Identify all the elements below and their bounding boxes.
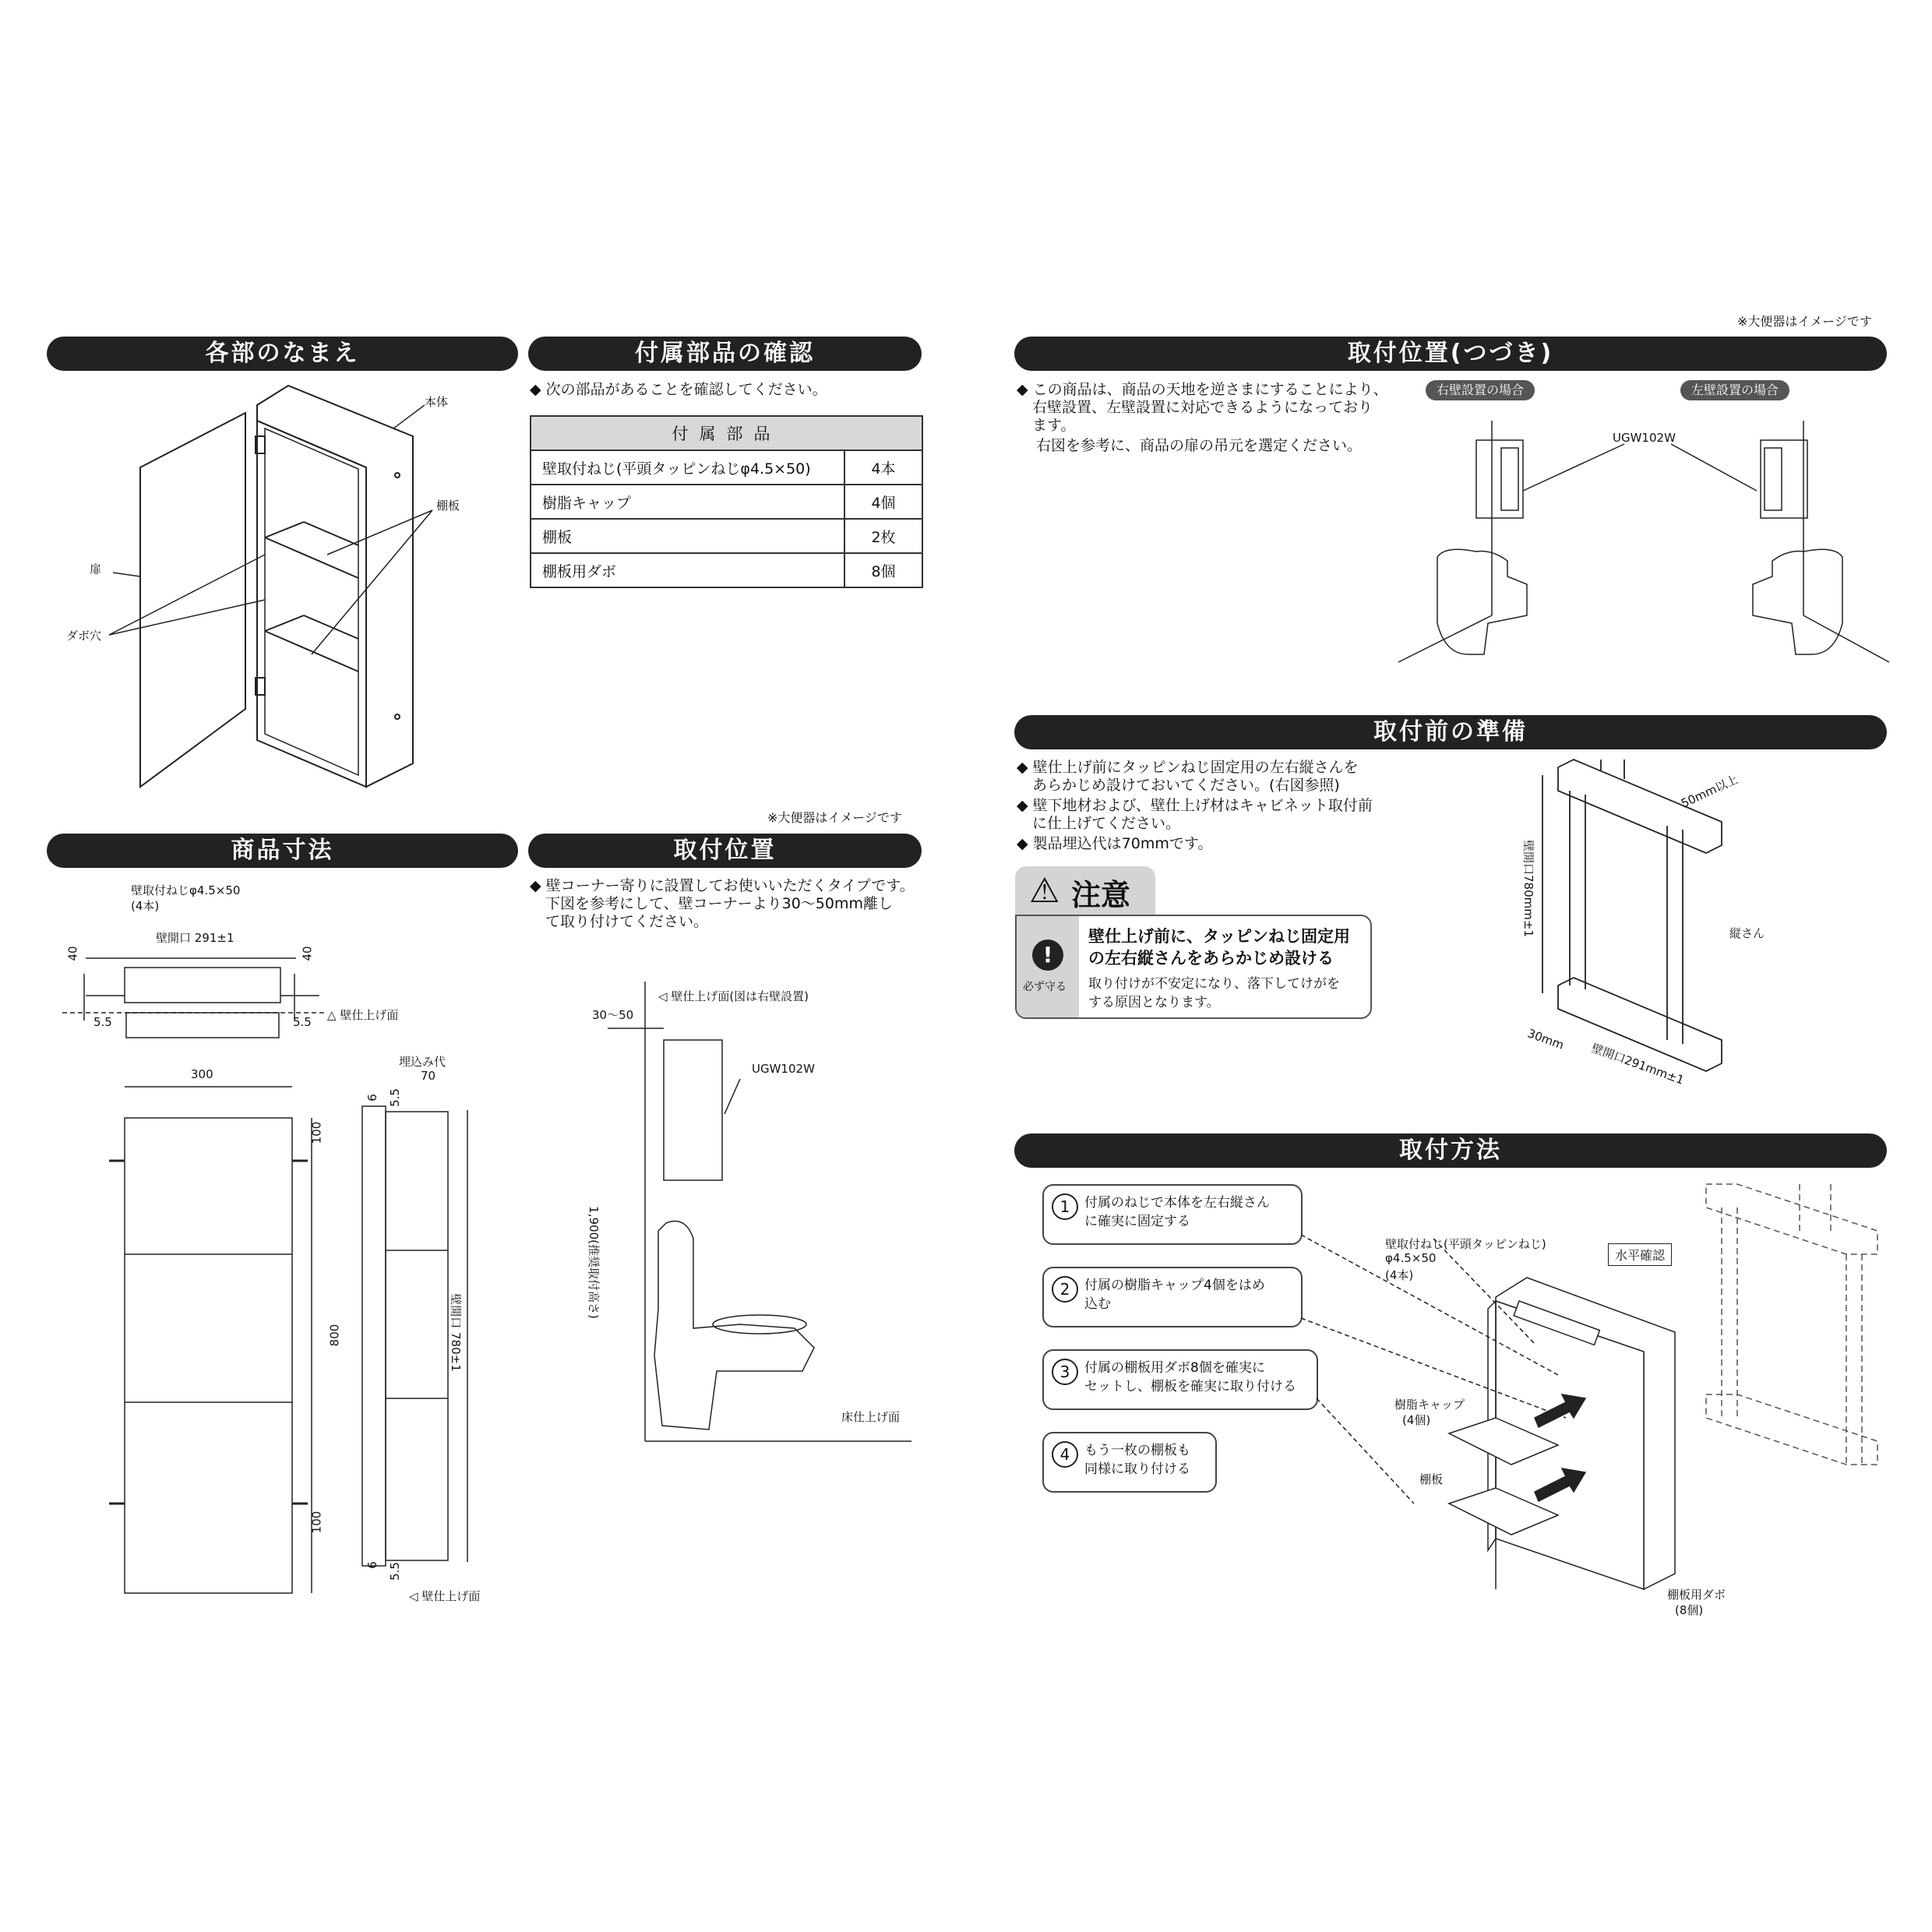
caution-bold-2: の左右縦さんをあらかじめ設ける <box>1088 949 1334 968</box>
method-shelf: 棚板 <box>1419 1472 1444 1486</box>
step-number: 1 <box>1052 1193 1078 1220</box>
part-name: 樹脂キャップ <box>531 485 844 519</box>
parts-note: ※大便器はイメージです <box>767 810 902 825</box>
dim-width: 300 <box>191 1067 213 1081</box>
step-4 <box>1042 1432 1217 1493</box>
dim-100a: 100 <box>309 1121 324 1144</box>
prep-dim-30: 30mm <box>1525 1026 1566 1052</box>
prep-bullet-2a: ◆ 壁下地材および、壁仕上げ材はキャビネット取付前 <box>1017 797 1373 814</box>
position-cont-text-2: 右壁設置、左壁設置に対応できるようになっており <box>1032 399 1373 416</box>
step-3 <box>1042 1349 1318 1410</box>
part-qty: 2枚 <box>844 519 922 553</box>
prep-dim-height: 壁開口780mm±1 <box>1521 840 1535 937</box>
prep-section-title: 取付前の準備 <box>1014 715 1887 749</box>
caution-tab <box>1015 866 1155 915</box>
position-height: 1,900(推奨取付高さ) <box>586 1206 601 1319</box>
step-2 <box>1042 1267 1303 1327</box>
position-text-2: 下図を参考にして、壁コーナーより30〜50mm離し <box>545 895 893 912</box>
top-note: ※大便器はイメージです <box>1737 314 1872 329</box>
part-qty: 4本 <box>844 450 922 485</box>
label-dowel-hole: ダボ穴 <box>66 629 102 643</box>
method-cap-1: 樹脂キャップ <box>1394 1398 1465 1412</box>
prep-bullet-2b: に仕上げてください。 <box>1032 815 1181 832</box>
dim-5.5a: 5.5 <box>93 1015 112 1029</box>
dim-40a: 40 <box>65 946 80 961</box>
dim-height: 800 <box>327 1324 342 1347</box>
part-qty: 4個 <box>844 485 922 519</box>
table-row <box>531 485 922 519</box>
method-screw-1: 壁取付ねじ(平頭タッピンねじ) <box>1385 1237 1546 1251</box>
part-qty: 8個 <box>844 553 922 587</box>
label-body: 本体 <box>425 395 449 409</box>
caution-text-1: 取り付けが不安定になり、落下してけがを <box>1088 976 1340 992</box>
top-view-drawing <box>62 935 343 1052</box>
step-text-3: 付属の棚板用ダボ8個を確実に セットし、棚板を確実に取り付ける <box>1084 1360 1296 1394</box>
position-cont-text-4: 右図を参考に、商品の扉の吊元を選定ください。 <box>1036 437 1363 454</box>
dim-opening-height: 壁開口 780±1 <box>448 1293 463 1372</box>
must-panel <box>1017 916 1079 1017</box>
front-view-drawing <box>101 1083 335 1597</box>
dim-embed-val: 70 <box>421 1069 436 1083</box>
dim-wall-finish: △ 壁仕上げ面 <box>327 1008 399 1022</box>
position-side-diagram <box>608 982 919 1449</box>
method-screw-3: (4本) <box>1385 1268 1414 1282</box>
warning-triangle-icon: ⚠ <box>1029 871 1060 911</box>
parts-table-header: 付属部品 <box>531 416 922 450</box>
table-row <box>531 553 922 587</box>
dim-screw-label: 壁取付ねじφ4.5×50 <box>131 883 241 897</box>
dim-40b: 40 <box>300 946 315 961</box>
part-name: 棚板 <box>531 519 844 553</box>
exclamation-icon: ! <box>1032 940 1063 971</box>
parts-intro: ◆ 次の部品があることを確認してください。 <box>530 381 827 398</box>
table-row <box>531 450 922 485</box>
prep-dim-width: 壁開口291mm±1 <box>1589 1041 1687 1088</box>
label-door: 扉 <box>90 562 102 576</box>
step-1 <box>1042 1184 1303 1245</box>
dim-embed: 埋込み代 <box>399 1055 446 1069</box>
method-dowel-2: (8個) <box>1675 1603 1704 1617</box>
position-section-title: 取付位置 <box>528 834 922 868</box>
dim-5.5b: 5.5 <box>293 1015 312 1029</box>
dimensions-section-title: 商品寸法 <box>47 834 518 868</box>
right-left-install-diagram <box>1398 421 1889 701</box>
step-text-4: もう一枚の棚板も 同様に取り付ける <box>1084 1443 1190 1477</box>
prep-dim-top: 50mm以上 <box>1679 772 1740 811</box>
left-wall-label: 左壁設置の場合 <box>1680 380 1789 400</box>
installation-diagram <box>1301 1184 1893 1605</box>
dim-opening-width: 壁開口 291±1 <box>156 931 234 945</box>
step-number: 3 <box>1052 1359 1078 1385</box>
dim-6top: 6 <box>365 1094 379 1102</box>
part-name: 壁取付ねじ(平頭タッピンねじφ4.5×50) <box>531 450 844 485</box>
position-text-3: て取り付けてください。 <box>545 913 709 930</box>
prep-bullet-1b: あらかじめ設けておいてください。(右図参照) <box>1032 777 1340 794</box>
dim-screw-count: (4本) <box>131 899 160 913</box>
side-view-drawing <box>358 1102 499 1585</box>
caution-bold-1: 壁仕上げ前に、タッピンねじ固定用 <box>1088 927 1350 946</box>
names-section-title: 各部のなまえ <box>47 337 518 371</box>
must-label: 必ず守る <box>1023 981 1066 993</box>
step-number: 2 <box>1052 1276 1078 1303</box>
part-name: 棚板用ダボ <box>531 553 844 587</box>
names-leader-lines <box>0 0 545 779</box>
prep-stud: 縦さん <box>1729 926 1765 940</box>
caution-box <box>1015 915 1372 1019</box>
caution-title: 注意 <box>1071 878 1131 912</box>
position-cont-text-3: ます。 <box>1032 417 1076 434</box>
dim-100b: 100 <box>309 1511 324 1534</box>
caution-text-2: する原因となります。 <box>1088 995 1220 1010</box>
step-number: 4 <box>1052 1441 1078 1468</box>
position-cont-section-title: 取付位置(つづき) <box>1014 337 1887 371</box>
method-dowel-1: 棚板用ダボ <box>1667 1588 1726 1602</box>
method-cap-2: (4個) <box>1402 1413 1431 1427</box>
prep-bullet-3: ◆ 製品埋込代は70mmです。 <box>1017 835 1213 852</box>
right-wall-label: 右壁設置の場合 <box>1426 380 1535 400</box>
method-section-title: 取付方法 <box>1014 1133 1887 1168</box>
position-gap: 30〜50 <box>592 1008 634 1022</box>
parts-table <box>530 415 923 588</box>
position-wall-label: ◁ 壁仕上げ面(図は右壁設置) <box>658 989 809 1003</box>
dim-6bot: 6 <box>365 1561 379 1569</box>
position-floor: 床仕上げ面 <box>841 1410 901 1424</box>
step-text-2: 付属の樹脂キャップ4個をはめ 込む <box>1084 1278 1265 1312</box>
label-shelf: 棚板 <box>436 499 460 513</box>
step-text-1: 付属のねじで本体を左右縦さん に確実に固定する <box>1084 1195 1270 1229</box>
dim-5.5top: 5.5 <box>387 1088 402 1107</box>
position-cont-model: UGW102W <box>1613 431 1676 445</box>
position-model: UGW102W <box>752 1062 815 1076</box>
method-screw-2: φ4.5×50 <box>1385 1251 1437 1265</box>
parts-section-title: 付属部品の確認 <box>528 337 922 371</box>
position-cont-text-1: ◆ この商品は、商品の天地を逆さまにすることにより、 <box>1017 381 1388 398</box>
position-text-1: ◆ 壁コーナー寄りに設置してお使いいただくタイプです。 <box>530 877 915 894</box>
dim-wall-finish2: ◁ 壁仕上げ面 <box>409 1589 481 1603</box>
prep-bullet-1a: ◆ 壁仕上げ前にタッピンねじ固定用の左右縦さんを <box>1017 759 1359 776</box>
method-level: 水平確認 <box>1608 1243 1672 1266</box>
dim-5.5bot: 5.5 <box>387 1562 402 1581</box>
table-row <box>531 519 922 553</box>
